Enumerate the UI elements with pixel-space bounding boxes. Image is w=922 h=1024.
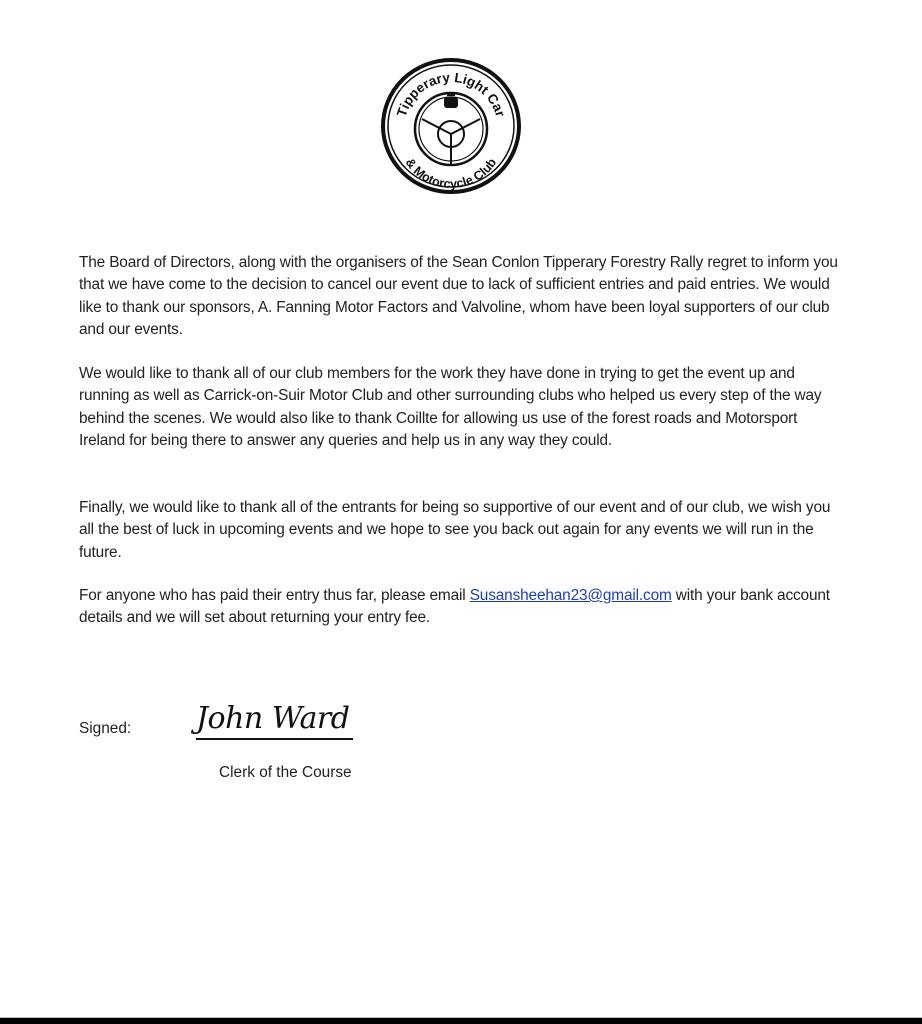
signatory-role: Clerk of the Course — [219, 764, 352, 781]
club-logo — [380, 57, 522, 195]
paragraph-refund — [79, 585, 839, 630]
steering-wheel-icon — [380, 57, 522, 195]
svg-text:Tipperary Light Car: Tipperary Light Car — [393, 69, 509, 119]
email-link[interactable]: Susansheehan23@gmail.com — [469, 587, 672, 604]
signature: John Ward — [196, 700, 353, 740]
refund-text-before: For anyone who has paid their entry thus far, please email — [79, 587, 470, 604]
paragraph-thanks-members: We would like to thank all of our club members for the work they have done in trying to get the event up and running as well as Carrick-on-Suir Motor Club and other surrounding clubs who helped us every step of the way behind the scenes. We would also like to thank Coillte for allowing us use of the forest roads and Motorsport Ireland for being there to answer any queries and help us in any way they could. — [79, 365, 822, 449]
signed-label: Signed: — [79, 720, 132, 737]
paragraph-cancellation: The Board of Directors, along with the organisers of the Sean Conlon Tipperary Forestry Rally regret to inform you that we have come to the decision to cancel our event due to lack of sufficient entries and paid entries. We would like to thank our sponsors, A. Fanning Motor Factors and Valvoline, whom have been loyal supporters of our club and our events. — [79, 254, 838, 338]
svg-text:& Motorcycle Club: & Motorcycle Club — [402, 155, 500, 192]
refund-text-after: with your bank account details and we will set about returning your entry fee. — [79, 587, 830, 627]
paragraph-thanks-entrants: Finally, we would like to thank all of the entrants for being so supportive of our event and of our club, we wish you all the best of luck in upcoming events and we hope to see you back out again for any events we will run in the future. — [79, 499, 831, 561]
